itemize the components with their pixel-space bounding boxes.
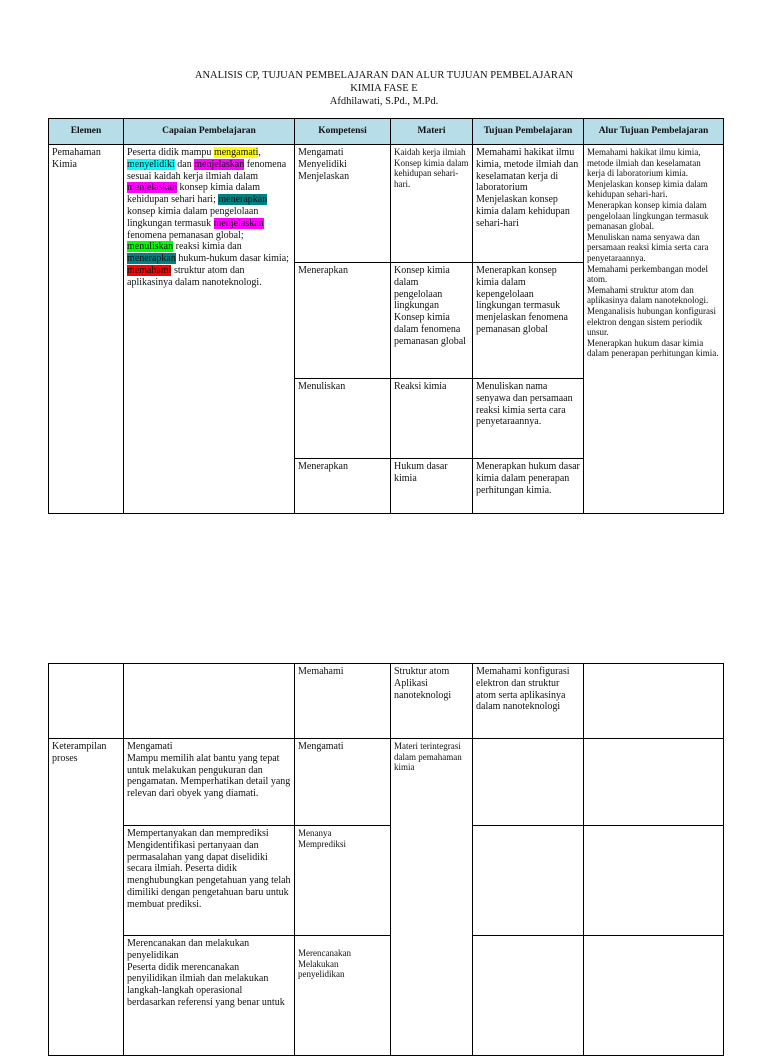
capaian-cell: Mengamati Mampu memilih alat bantu yang tepat untuk melakukan pengukuran dan pengamatan. Memperhatikan detail yang relevan dari obyek yang diamati. bbox=[124, 739, 295, 826]
tujuan-cell: Memahami hakikat ilmu kimia, metode ilmiah dan keselamatan kerja di laboratorium Menjelaskan konsep kimia dalam kehidupan sehari-hari bbox=[473, 145, 584, 263]
col-header-kompetensi: Kompetensi bbox=[295, 119, 391, 145]
tujuan-cell: Memahami konfigurasi elektron dan struktur atom serta aplikasinya dalam nanoteknologi bbox=[473, 664, 584, 739]
alur-cell bbox=[584, 826, 724, 936]
highlight-menuliskan: menuliskan bbox=[127, 241, 174, 253]
kompetensi-cell: Menuliskan bbox=[295, 379, 391, 459]
kompetensi-cell: Menerapkan bbox=[295, 459, 391, 514]
kompetensi-cell: Menanya Memprediksi bbox=[295, 826, 391, 936]
materi-cell: Kaidah kerja ilmiah Konsep kimia dalam kehidupan sehari-hari. bbox=[391, 145, 473, 263]
col-header-materi: Materi bbox=[391, 119, 473, 145]
alur-cell: Memahami hakikat ilmu kimia, metode ilmiah dan keselamatan kerja di laboratorium kimia. Menjelaskan konsep kimia dalam kehidupan sehari-hari. Menerapkan konsep kimia dalam pengelolaan lingkungan termasuk pemanasan global. Menuliskan nama senyawa dan persamaan reaksi kimia serta cara penyetaraannya. Memahami perkembangan model atom. Memahami struktur atom dan aplikasinya dalam nanoteknologi. Menganalisis hubungan konfigurasi elektron dengan sistem periodik unsur. Menerapkan hukum dasar kimia dalam penerapan perhitungan kimia. bbox=[584, 145, 724, 514]
elemen-cell: Pemahaman Kimia bbox=[49, 145, 124, 514]
highlight-menerapkan: menerapkan bbox=[127, 253, 176, 265]
document-subtitle: KIMIA FASE E bbox=[350, 83, 418, 94]
capaian-cell: Peserta didik mampu mengamati, menyelidiki dan menjelaskan fenomena sesuai kaidah kerja ilmiah dalam menjelaskan konsep kimia dalam kehidupan sehari hari; menerapkan konsep kimia dalam pengelolaan lingkungan termasuk menjelaskan fenomena pemanasan global; menuliskan reaksi kimia dan menerapkan hukum-hukum dasar kimia; memahami struktur atom dan aplikasinya dalam nanoteknologi. bbox=[124, 145, 295, 514]
table-row bbox=[49, 145, 724, 263]
document-header bbox=[0, 69, 768, 108]
capaian-cell: Mempertanyakan dan memprediksi Mengidentifikasi pertanyaan dan permasalahan yang dapat diselidiki secara ilmiah. Peserta didik menghubungkan pengetahuan yang telah dimiliki dengan pengetahuan baru untuk membuat prediksi. bbox=[124, 826, 295, 936]
kompetensi-cell: Merencanakan Melakukan penyelidikan bbox=[295, 936, 391, 1056]
table-header-row bbox=[49, 119, 724, 145]
capaian-cell: Merencanakan dan melakukan penyelidikan Peserta didik merencanakan penyilidikan ilmiah dan melakukan langkah-langkah operasional berdasarkan referensi yang benar untuk bbox=[124, 936, 295, 1056]
kompetensi-cell: Mengamati bbox=[295, 739, 391, 826]
alur-cell bbox=[584, 936, 724, 1056]
alur-cell bbox=[584, 664, 724, 739]
col-header-alur: Alur Tujuan Pembelajaran bbox=[584, 119, 724, 145]
materi-cell: Struktur atom Aplikasi nanoteknologi bbox=[391, 664, 473, 739]
highlight-menyelidiki: menyelidiki bbox=[127, 158, 175, 170]
highlight-menjelaskan: menjelaskan bbox=[213, 217, 264, 229]
table-row bbox=[49, 664, 724, 739]
tujuan-cell: Menuliskan nama senyawa dan persamaan reaksi kimia serta cara penyetaraannya. bbox=[473, 379, 584, 459]
tujuan-cell: Menerapkan hukum dasar kimia dalam penerapan perhitungan kimia. bbox=[473, 459, 584, 514]
document-author: Afdhilawati, S.Pd., M.Pd. bbox=[329, 96, 439, 107]
kompetensi-cell: Mengamati Menyelidiki Menjelaskan bbox=[295, 145, 391, 263]
tujuan-cell: Menerapkan konsep kimia dalam kepengelolaan lingkungan termasuk menjelaskan fenomena pemanasan global bbox=[473, 263, 584, 379]
document-title: ANALISIS CP, TUJUAN PEMBELAJARAN DAN ALUR TUJUAN PEMBELAJARAN bbox=[194, 70, 574, 81]
elemen-cell bbox=[49, 664, 124, 739]
elemen-cell: Keterampilan proses bbox=[49, 739, 124, 1056]
col-header-elemen: Elemen bbox=[49, 119, 124, 145]
tujuan-cell bbox=[473, 739, 584, 826]
highlight-menjelaskan: menjelaskan bbox=[194, 158, 245, 170]
highlight-mengamati: mengamati bbox=[213, 147, 259, 158]
materi-cell: Hukum dasar kimia bbox=[391, 459, 473, 514]
analysis-table-1 bbox=[48, 118, 724, 514]
table-row bbox=[49, 936, 724, 1056]
capaian-cell bbox=[124, 664, 295, 739]
col-header-capaian: Capaian Pembelajaran bbox=[124, 119, 295, 145]
table-row bbox=[49, 826, 724, 936]
tujuan-cell bbox=[473, 936, 584, 1056]
tujuan-cell bbox=[473, 826, 584, 936]
materi-cell: Konsep kimia dalam pengelolaan lingkungan Konsep kimia dalam fenomena pemanasan global bbox=[391, 263, 473, 379]
materi-cell: Materi terintegrasi dalam pemahaman kimia bbox=[391, 739, 473, 1056]
highlight-memahami: memahami bbox=[127, 264, 172, 276]
col-header-tujuan: Tujuan Pembelajaran bbox=[473, 119, 584, 145]
materi-cell: Reaksi kimia bbox=[391, 379, 473, 459]
analysis-table-2 bbox=[48, 663, 724, 1056]
table-row bbox=[49, 739, 724, 826]
kompetensi-cell: Memahami bbox=[295, 664, 391, 739]
highlight-menjelaskan: menjelaskan bbox=[127, 182, 177, 194]
alur-cell bbox=[584, 739, 724, 826]
highlight-menerapkan: menerapkan bbox=[218, 194, 268, 206]
kompetensi-cell: Menerapkan bbox=[295, 263, 391, 379]
